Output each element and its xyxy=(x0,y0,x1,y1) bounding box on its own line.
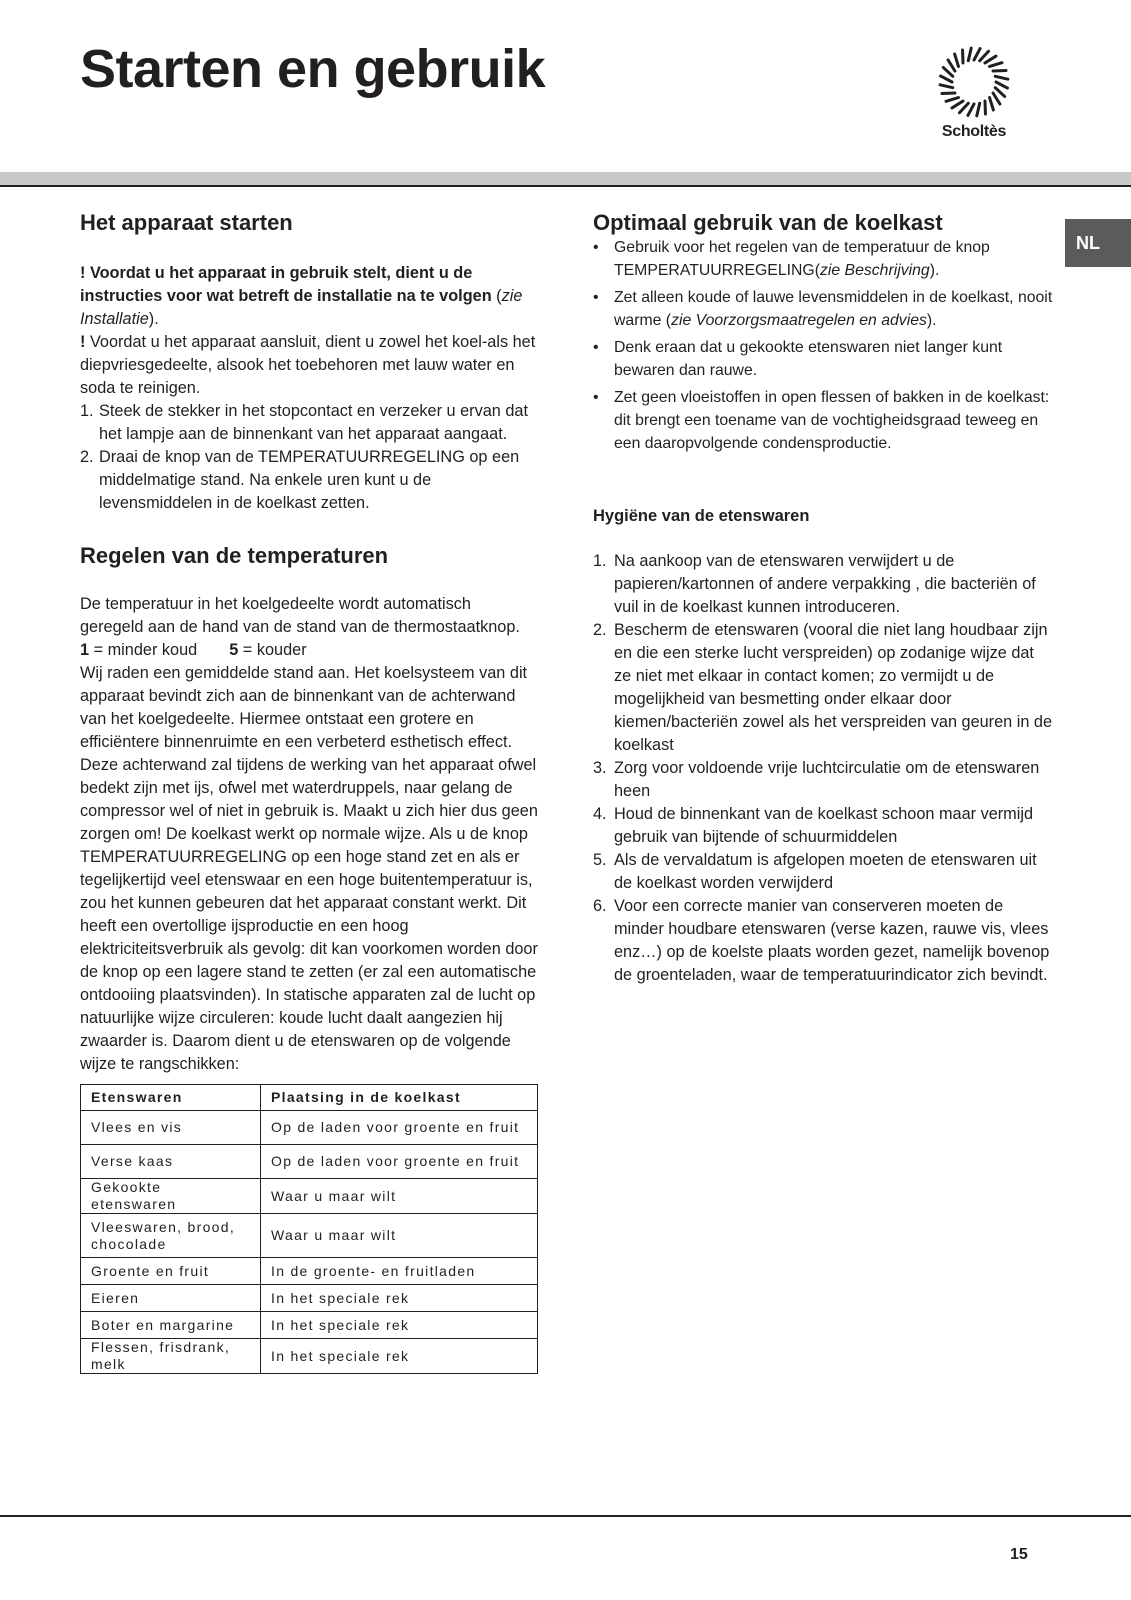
table-row xyxy=(81,1214,538,1258)
food-placement-table xyxy=(80,1084,538,1374)
item-text: Zorg voor voldoende vrije luchtcirculatie om de etenswaren heen xyxy=(614,759,1040,800)
warning-mark: ! xyxy=(80,333,86,351)
table-cell: Op de laden voor groente en fruit xyxy=(261,1111,538,1145)
item-text: Als de vervaldatum is afgelopen moeten de etenswaren uit de koelkast worden verwijderd xyxy=(614,851,1037,892)
sun-ray xyxy=(941,76,952,82)
language-tab: NL xyxy=(1065,219,1131,267)
tip-reference: zie Voorzorgsmaatregelen en advies xyxy=(671,312,927,329)
brand-name: Scholtès xyxy=(941,123,1007,140)
warning-install-bold: ! Voordat u het apparaat in gebruik stelt, dient u de instructies voor wat betreft de installatie na te volgen xyxy=(80,264,492,305)
sun-ray xyxy=(977,103,980,116)
item-number: 5. xyxy=(593,851,607,869)
table-cell: Gekookte etenswaren xyxy=(81,1179,261,1214)
scale-max-label: = kouder xyxy=(238,641,307,659)
list-item xyxy=(593,849,1055,895)
step-number: 2. xyxy=(80,448,94,466)
sun-ray xyxy=(974,49,980,60)
column-header: Plaatsing in de koelkast xyxy=(261,1085,538,1111)
sun-ray xyxy=(985,56,996,63)
table-row xyxy=(81,1258,538,1285)
step-number: 1. xyxy=(80,402,94,420)
warning-clean xyxy=(80,331,538,400)
sun-ray xyxy=(980,51,989,60)
table-cell: In het speciale rek xyxy=(261,1285,538,1312)
temperature-text xyxy=(80,593,538,1076)
step-text: Steek de stekker in het stopcontact en verzeker u ervan dat het lampje aan de binnenkant van het apparaat aangaat. xyxy=(99,402,528,443)
scale-min-number: 1 xyxy=(80,641,90,659)
list-item xyxy=(80,400,538,446)
tip-tail: ). xyxy=(929,262,940,279)
sun-ray xyxy=(968,48,971,61)
tip-text: Denk eraan dat u gekookte etenswaren niet langer kunt bewaren dan rauwe. xyxy=(614,339,1003,379)
bullet-mark: • xyxy=(593,289,599,306)
table-cell: In de groente- en fruitladen xyxy=(261,1258,538,1285)
sun-ray xyxy=(995,76,1008,79)
brand-logo xyxy=(935,45,1013,141)
tip-text: Gebruik voor het regelen van de temperatuur de knop TEMPERATUURREGELING( xyxy=(614,239,990,279)
sun-ray xyxy=(943,67,952,76)
table-cell: Op de laden voor groente en fruit xyxy=(261,1145,538,1179)
list-item xyxy=(593,386,1055,455)
tip-text: Zet geen vloeistoffen in open flessen of bakken in de koelkast: dit brengt een toename van de vochtigheidsgraad teweeg en een daaropvolgende condensproductie. xyxy=(614,389,1050,452)
page-title: Starten en gebruik xyxy=(80,39,546,99)
sun-ray xyxy=(996,82,1007,88)
table-header-row xyxy=(81,1085,538,1111)
list-item xyxy=(593,895,1055,987)
sun-ray xyxy=(952,101,963,108)
sun-ray xyxy=(955,54,959,66)
column-header: Etenswaren xyxy=(81,1085,261,1111)
section-heading-temperature: Regelen van de temperaturen xyxy=(80,543,389,568)
table-cell: Waar u maar wilt xyxy=(261,1214,538,1258)
right-column xyxy=(593,210,1055,987)
list-item xyxy=(80,446,538,515)
list-item xyxy=(593,757,1055,803)
scale-max-number: 5 xyxy=(229,641,239,659)
list-item xyxy=(593,336,1055,382)
bullet-mark: • xyxy=(593,339,599,356)
sun-ray xyxy=(946,98,958,102)
sun-ray xyxy=(995,88,1004,97)
sun-ray xyxy=(948,60,955,71)
item-text: Na aankoop van de etenswaren verwijdert u de papieren/kartonnen of andere verpakking , die bacteriën of vuil in de koelkast kunnen introduceren. xyxy=(614,552,1036,616)
list-item xyxy=(593,236,1055,282)
left-column xyxy=(80,210,538,1374)
item-text: Houd de binnenkant van de koelkast schoon maar vermijd gebruik van bijtende of schuurmiddelen xyxy=(614,805,1034,846)
list-item xyxy=(593,286,1055,332)
table-cell: Flessen, frisdrank, melk xyxy=(81,1339,261,1374)
sun-ray xyxy=(993,93,1000,104)
header-rule xyxy=(0,185,1131,187)
list-item xyxy=(593,550,1055,619)
footer-rule xyxy=(0,1515,1131,1517)
hygiene-heading: Hygiëne van de etenswaren xyxy=(593,507,810,525)
table-row xyxy=(81,1312,538,1339)
sun-burst-icon xyxy=(937,45,1011,119)
usage-tips-list xyxy=(593,236,1055,455)
scale-min-label: = minder koud xyxy=(89,641,198,659)
table-cell: In het speciale rek xyxy=(261,1312,538,1339)
table-cell: Eieren xyxy=(81,1285,261,1312)
tip-tail: ). xyxy=(926,312,937,329)
table-row xyxy=(81,1111,538,1145)
table-cell: In het speciale rek xyxy=(261,1339,538,1374)
table-cell: Boter en margarine xyxy=(81,1312,261,1339)
bullet-mark: • xyxy=(593,389,599,406)
section-heading-optimal-use: Optimaal gebruik van de koelkast xyxy=(593,210,943,235)
warning-install: ! Voordat u het apparaat in gebruik stelt, dient u de instructies voor wat betreft de installatie na te volgen (zie Installatie). xyxy=(80,264,523,328)
item-text: Voor een correcte manier van conserveren moeten de minder houdbare etenswaren (verse kazen, rauwe vis, vlees enz…) op de koelste plaats worden gezet, namelijk bovenop de groenteladen, waar de temperatuurindicator zich bevindt. xyxy=(614,897,1050,984)
table-cell: Waar u maar wilt xyxy=(261,1179,538,1214)
sun-ray xyxy=(940,85,953,88)
table-row xyxy=(81,1339,538,1374)
item-number: 4. xyxy=(593,805,607,823)
hygiene-list xyxy=(593,550,1055,987)
intro-text xyxy=(80,262,538,515)
item-number: 6. xyxy=(593,897,607,915)
list-item xyxy=(593,619,1055,757)
item-number: 1. xyxy=(593,552,607,570)
item-text: Bescherm de etenswaren (vooral die niet lang houdbaar zijn en die een sterke lucht verspreiden) op zodanige wijze dat ze niet met elkaar in contact komen; zo vermijdt u de mogelijkheid van besmetting onder elkaar door kiemen/bacteriën zowel als het verspreiden van geuren in de koelkast xyxy=(614,621,1053,754)
start-steps xyxy=(80,400,538,515)
table-cell: Vlees en vis xyxy=(81,1111,261,1145)
sun-ray xyxy=(990,63,1002,67)
table-cell: Verse kaas xyxy=(81,1145,261,1179)
section-heading-start: Het apparaat starten xyxy=(80,210,293,235)
item-number: 3. xyxy=(593,759,607,777)
header-band xyxy=(0,172,1131,185)
temperature-body: Wij raden een gemiddelde stand aan. Het koelsysteem van dit apparaat bevindt zich aan de binnenkant van de achterwand van het koelgedeelte. Hiermee ontstaat een grotere en efficiëntere binnenruimte en een verbeterd esthetisch effect. Deze achterwand zal tijdens de werking van het apparaat ofwel bedekt zijn met ijs, ofwel met waterdruppels, naar gelang de compressor wel of niet in gebruik is. Maakt u zich hier dus geen zorgen om! De koelkast werkt op normale wijze. Als u de knop TEMPERATUURREGELING op een hoge stand zet en als er tegelijkertijd veel etenswaar en een hoge buitentemperatuur is, zou het kunnen gebeuren dat het apparaat constant werkt. Dit heeft een overtollige ijsproductie en een hoog elektriciteitsverbruik als gevolg: dit kan voorkomen worden door de knop op een lagere stand te zetten (er zal een automatische ontdooiing plaatsvinden). In statische apparaten zal de lucht op natuurlijke wijze circuleren: koude lucht daalt aangezien hij zwaarder is. Daarom dient u de etenswaren op de volgende wijze te rangschikken: xyxy=(80,664,538,1073)
tip-text: Zet alleen koude of lauwe levensmiddelen in de koelkast, nooit warme ( xyxy=(614,289,1053,329)
warning-clean-text: Voordat u het apparaat aansluit, dient u zowel het koel-als het diepvriesgedeelte, alsook het toebehoren met lauw water en soda te reinigen. xyxy=(80,333,536,397)
step-text: Draai de knop van de TEMPERATUURREGELING op een middelmatige stand. Na enkele uren kunt u de levensmiddelen in de koelkast zetten. xyxy=(99,448,520,512)
table-cell: Groente en fruit xyxy=(81,1258,261,1285)
sun-ray xyxy=(990,98,994,110)
list-item xyxy=(593,803,1055,849)
install-reference: zie Installatie xyxy=(80,287,523,328)
tip-reference: zie Beschrijving xyxy=(819,262,930,279)
sun-ray xyxy=(959,103,968,112)
table-row xyxy=(81,1145,538,1179)
bullet-mark: • xyxy=(593,239,599,256)
table-row xyxy=(81,1285,538,1312)
temperature-intro: De temperatuur in het koelgedeelte wordt automatisch geregeld aan de hand van de stand van de thermostaatknop. xyxy=(80,595,520,636)
sun-ray xyxy=(968,104,974,115)
item-number: 2. xyxy=(593,621,607,639)
temperature-scale xyxy=(80,639,538,662)
table-row xyxy=(81,1179,538,1214)
page-number: 15 xyxy=(1010,1546,1028,1563)
table-cell: Vleeswaren, brood, chocolade xyxy=(81,1214,261,1258)
